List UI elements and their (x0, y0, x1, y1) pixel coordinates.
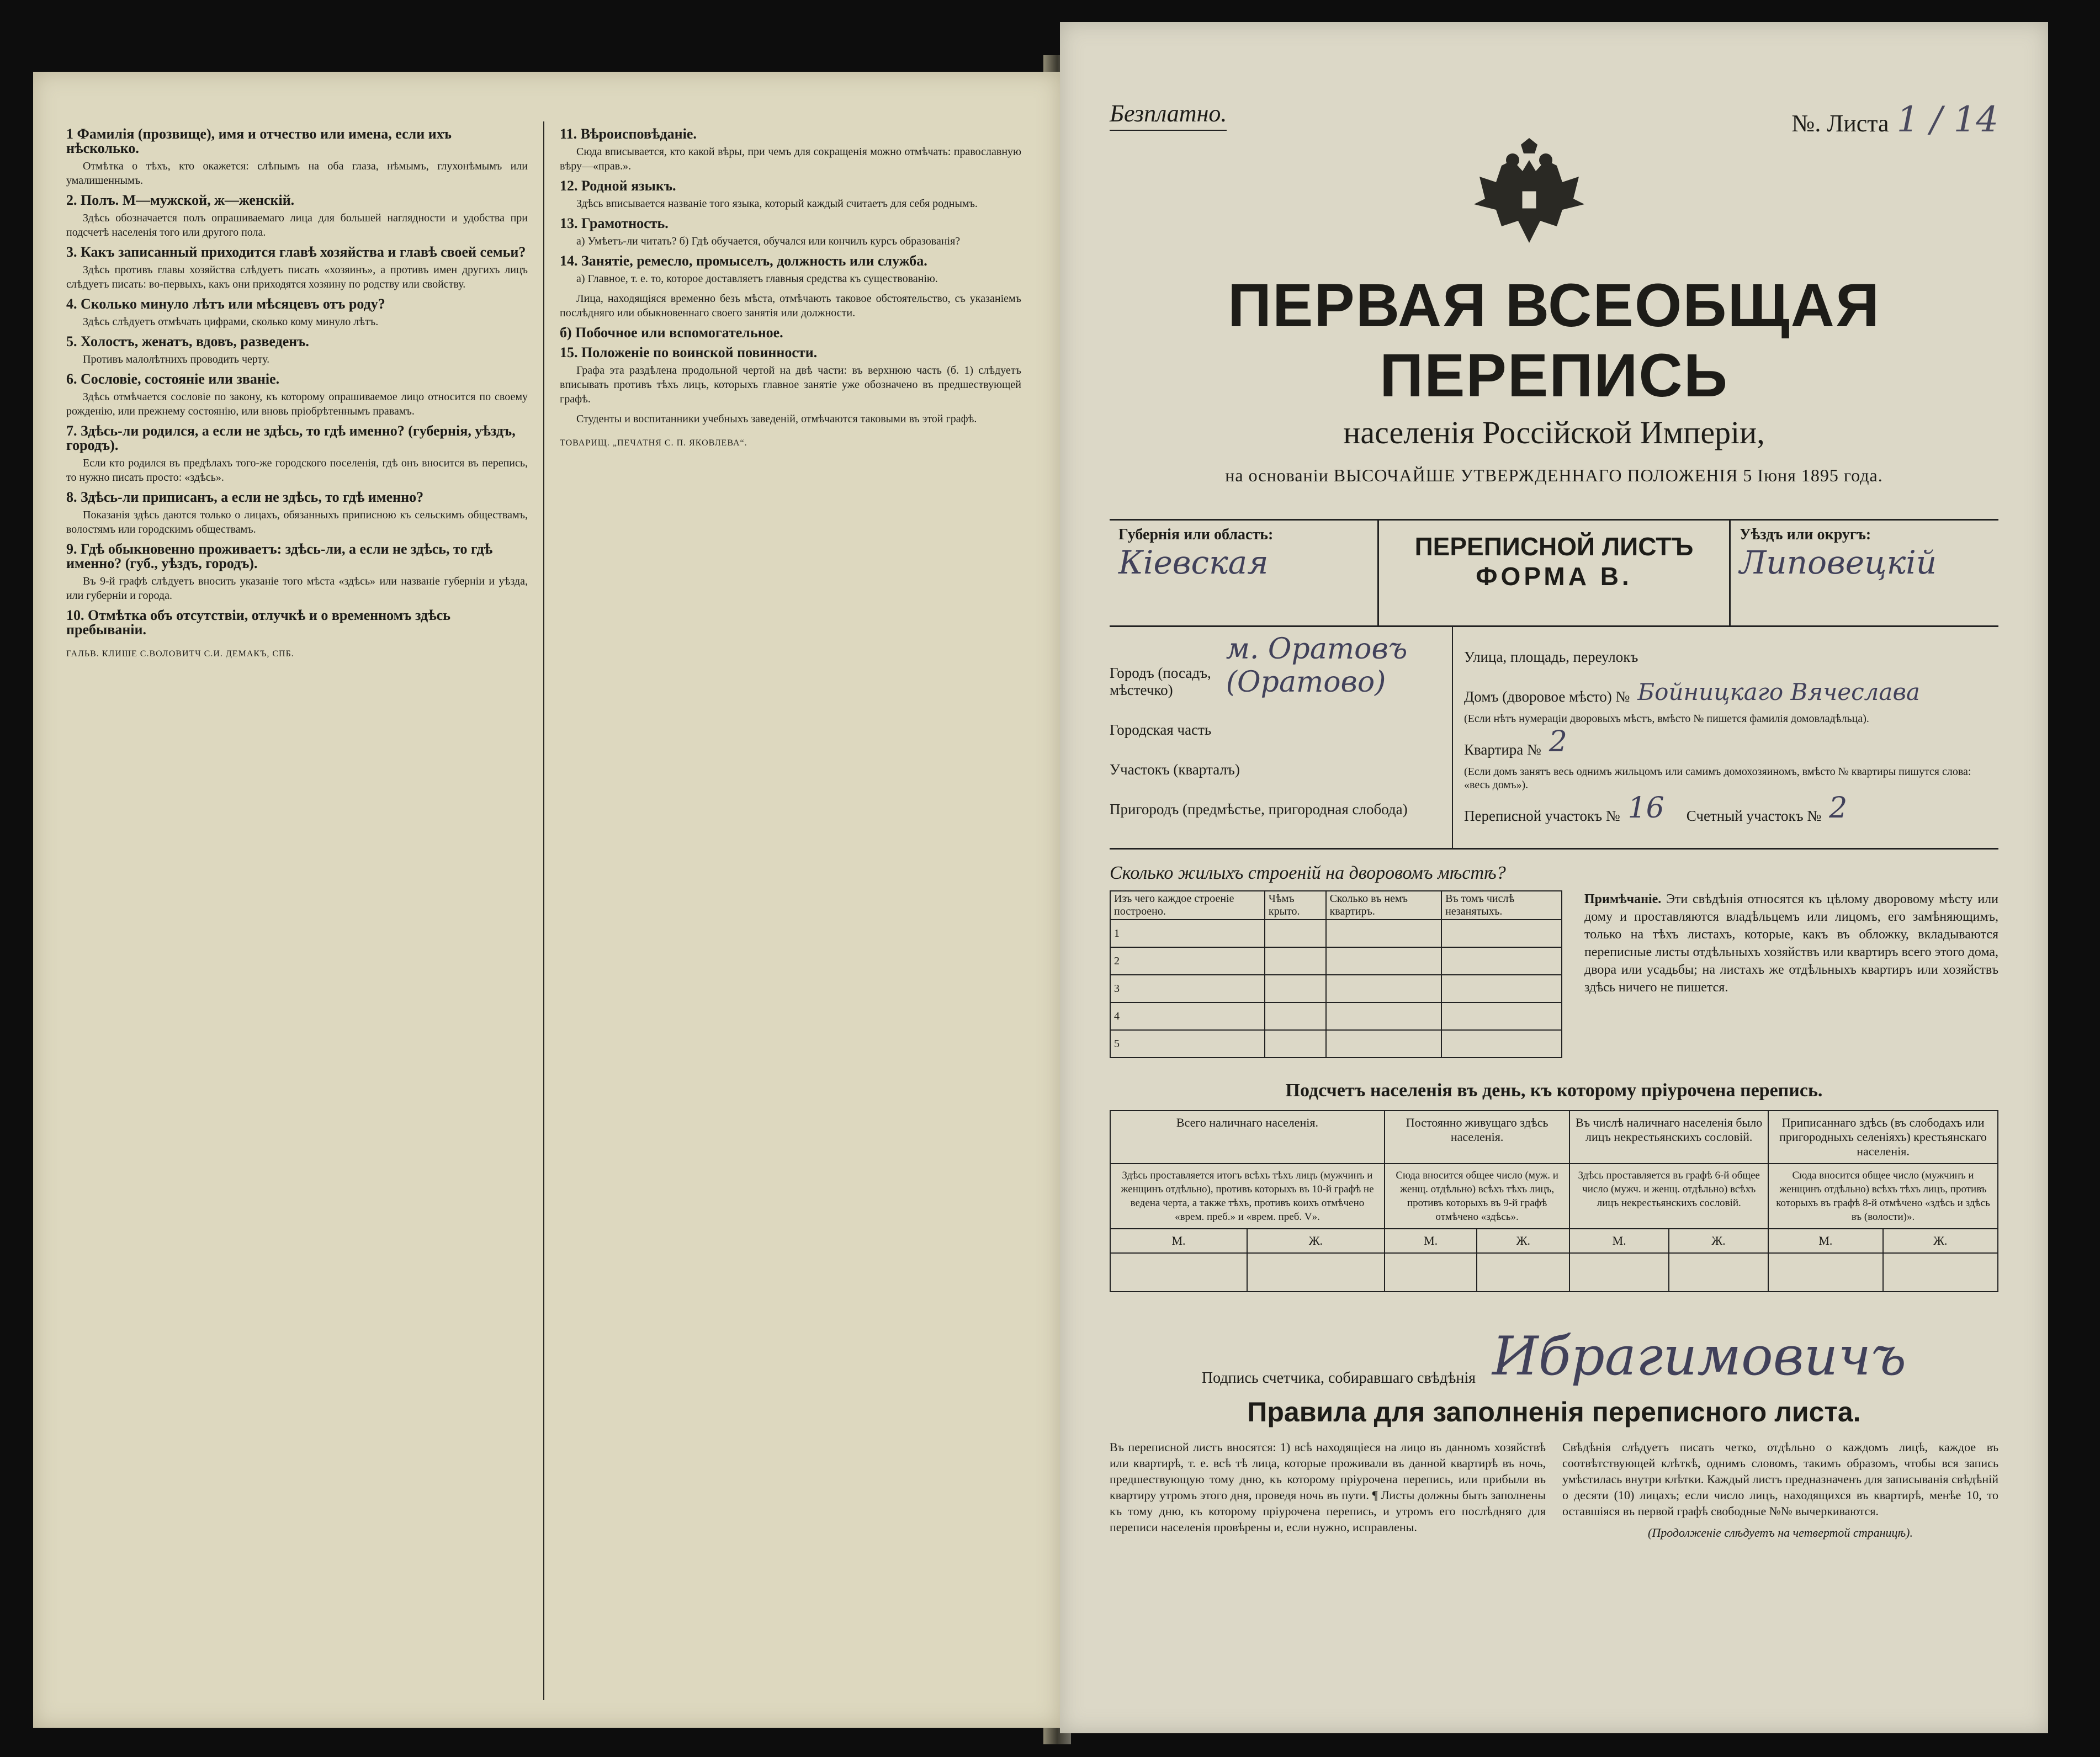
province-value: Кіевская (1118, 544, 1269, 581)
street-field[interactable]: Улица, площадь, переулокъ (1464, 649, 1638, 665)
instruction-item: 8. Здѣсь-ли приписанъ, а если не здѣсь, то гдѣ именно? Показанія здѣсь даются только о лицахъ, обязанныхъ приписною къ сельскимъ обществамъ, волостямъ или городскимъ обществамъ. (66, 489, 528, 535)
document-title: ПЕРВАЯ ВСЕОБЩАЯ ПЕРЕПИСЬ (1227, 272, 1881, 410)
count-precinct-value[interactable]: 2 (1829, 792, 1848, 825)
city-value: м. Оратовъ (Оратово) (1226, 633, 1408, 699)
address-right (1453, 627, 1998, 848)
table-row[interactable]: 5 (1110, 1030, 1562, 1058)
sheet-number: №. Листа 1 / 14 (1791, 99, 1998, 140)
signature-handwritten[interactable]: Ибрагимовичъ (1492, 1325, 1907, 1387)
population-count-table: Всего наличнаго населенія. Постоянно живущаго здѣсь населенія. Въ числѣ наличнаго населенія было лицъ некрестьянскихъ сословій. Приписаннаго здѣсь (въ слободахъ или пригородныхъ селеніяхъ) крестьянскаго населенія. Здѣсь проставляется итогъ всѣхъ тѣхъ лицъ (мужчинъ и женщинъ отдѣльно), противъ которыхъ въ 10-й графѣ не ведена черта, а также тѣхъ, противъ коихъ отмѣчено «врем. преб.» и «врем. преб. V». Сюда вносится общее число (муж. и женщ. отдѣльно) всѣхъ тѣхъ лицъ, противъ которыхъ въ 9-й графѣ отмѣчено «здѣсь». Здѣсь проставляется въ графѣ 6-й общее число (мужч. и женщ. отдѣльно) всѣхъ лицъ некрестьянскихъ сословій. Сюда вносится общее число (мужчинъ и женщинъ отдѣльно) всѣхъ тѣхъ лицъ, противъ которыхъ въ графѣ 8-й отмѣчено «здѣсь и здѣсь въ (волости)». М. Ж. М. Ж. М. Ж. М. Ж. (1110, 1110, 1998, 1292)
house-field[interactable]: Домъ (дворовое мѣсто) № Бойницкаго Вячеслава (1464, 678, 1920, 705)
rules-column-1: Въ переписной листъ вносятся: 1) всѣ находящіеся на лицо въ данномъ хозяйствѣ или квартирѣ, т. е. всѣ тѣ лица, которые проживали въ данной квартирѣ въ ночь, предшествующую тому дню, къ которому пріурочена перепись, или прибыли въ квартиру утромъ этого дня, проведя ночь въ пути. ¶ Листы должны быть заполнены къ тому дню, къ которому пріурочена перепись, и утромъ его послѣдняго для переписи населенія провѣрены и, если нужно, исправлены. (1110, 1440, 1546, 1534)
house-value: Бойницкаго Вячеслава (1637, 678, 1920, 705)
house-note: (Если нѣтъ нумераціи дворовыхъ мѣстъ, вмѣсто № пишется фамилія домовладѣльца). (1464, 713, 1869, 725)
city-field[interactable]: Городъ (посадъ, мѣстечко) м. Оратовъ (Оратово) (1110, 633, 1452, 699)
instructions-column-1 (66, 121, 528, 1700)
instruction-item: 1 Фамилія (прозвище), имя и отчество или имена, если ихъ нѣсколько. Отмѣтка о тѣхъ, кто окажется: слѣпымъ на оба глаза, нѣмымъ, глухонѣмымъ или умалишеннымъ. (66, 126, 528, 187)
legal-basis-line: на основаніи ВЫСОЧАЙШЕ УТВЕРЖДЕННАГО ПОЛОЖЕНІЯ 5 Іюня 1895 года. (1225, 465, 1883, 485)
table-row[interactable]: 4 (1110, 1002, 1562, 1030)
instruction-item: Студенты и воспитанники учебныхъ заведеній, отмѣчаются таковыми въ этой графѣ. (576, 413, 977, 425)
instructions-column-2 (560, 121, 1021, 1700)
table-header: Постоянно живущаго здѣсь населенія. (1385, 1111, 1569, 1164)
instruction-item: 5. Холостъ, женатъ, вдовъ, разведенъ. Противъ малолѣтнихъ проводить черту. (66, 333, 309, 365)
instruction-item: 12. Родной языкъ. Здѣсь вписывается названіе того языка, который каждый считаетъ для себя роднымъ. (560, 178, 978, 210)
rules-column-2: Свѣдѣнія слѣдуетъ писать четко, отдѣльно о каждомъ лицѣ, каждое въ соотвѣтствующей клѣткѣ, однимъ словомъ, такимъ образомъ, чтобы вся запись умѣстилась внутри клѣтки. Каждый листъ предназначенъ для записыванія свѣдѣній о десяти (10) лицахъ; если число лицъ, находящихся въ квартирѣ, менѣе 10, то оставшіяся въ первой графѣ свободные №№ вычеркиваются. (Продолженіе слѣдуетъ на четвертой страницѣ). (1562, 1440, 1998, 1540)
district-field[interactable]: Уѣздъ или округъ: Липовецкій (1731, 521, 1998, 625)
table-header: Изъ чего каждое строеніе построено. (1110, 891, 1265, 920)
printer-imprint: ТОВАРИЩ. „ПЕЧАТНЯ С. П. ЯКОВЛЕВА“. (560, 438, 747, 448)
instruction-item: б) Побочное или вспомогательное. (560, 325, 783, 341)
printer-imprint: ГАЛЬВ. КЛИШЕ С.ВОЛОВИТЧ С.И. ДЕМАКЪ, СПБ. (66, 649, 294, 659)
sheet-number-handwritten: 1 / 14 (1896, 99, 1998, 140)
buildings-section (1110, 890, 1998, 1058)
form-title-block: ПЕРЕПИСНОЙ ЛИСТЪ ФОРМА В. (1377, 521, 1731, 625)
buildings-table (1110, 890, 1562, 1058)
suburb-field[interactable]: Пригородъ (предмѣстье, пригородная слобода) (1110, 801, 1408, 818)
table-header: Всего наличнаго населенія. (1110, 1111, 1385, 1164)
buildings-question: Сколько жилыхъ строеній на дворовомъ мѣстѣ? (1110, 863, 1506, 883)
apartment-note: (Если домъ занятъ весь однимъ жильцомъ или самимъ домохозяиномъ, вмѣсто № квартиры пишутся слова: «весь домъ»). (1464, 766, 1971, 791)
population-count-title: Подсчетъ населенія въ день, къ которому пріурочена перепись. (1285, 1080, 1823, 1101)
table-header: Въ томъ числѣ незанятыхъ. (1441, 891, 1562, 920)
table-header: Чѣмъ крыто. (1265, 891, 1326, 920)
table-header: Сколько въ немъ квартиръ. (1326, 891, 1441, 920)
instruction-item: 6. Сословіе, состояніе или званіе. Здѣсь отмѣчается сословіе по закону, къ которому опрашиваемое лицо относится по своему рожденію, или прежнему состоянію, или вновь пріобрѣтеннымъ правамъ. (66, 371, 528, 417)
table-row: М. Ж. М. Ж. М. Ж. М. Ж. (1110, 1229, 1998, 1253)
table-header: Въ числѣ наличнаго населенія было лицъ некрестьянскихъ сословій. (1569, 1111, 1768, 1164)
instruction-item: 11. Вѣроисповѣданіе. Сюда вписывается, кто какой вѣры, при чемъ для сокращенія можно отмѣчать: православную вѣру—«прав.». (560, 126, 1021, 172)
instruction-item: Лица, находящіяся временно безъ мѣста, отмѣчають таковое обстоятельство, съ указаніемъ послѣдняго или обыкновеннаго своего занятія или должности. (560, 293, 1021, 319)
table-row[interactable]: 2 (1110, 947, 1562, 975)
document-subtitle: населенія Россійской Имперіи, (1343, 415, 1765, 450)
buildings-note: Примѣчаніе. Эти свѣдѣнія относятся къ цѣлому дворовому мѣсту или дому и проставляются владѣльцемъ или лицомъ, его замѣняющимъ, только на тѣхъ листахъ, которые, какъ въ обложку, вкладываются переписные листы отдѣльныхъ хозяйствъ или квартиръ всего этого дома, двора или усадьбы; на листахъ же отдѣльныхъ квартиръ или хозяйствъ здѣсь ничего не пишется. (1584, 892, 1998, 995)
continuation-note: (Продолженіе слѣдуетъ на четвертой страницѣ). (1648, 1526, 1913, 1540)
instruction-item: 9. Гдѣ обыкновенно проживаетъ: здѣсь-ли, а если не здѣсь, то гдѣ именно? (губ., уѣздъ, городъ). Въ 9-й графѣ слѣдуетъ вносить указаніе того мѣста «здѣсь» или названіе губерніи и уѣзда, или губерніи и города. (66, 541, 528, 602)
imperial-eagle-icon (1468, 138, 1590, 254)
form-header-band (1110, 519, 1998, 627)
rules-text (1110, 1439, 1998, 1541)
precinct-numbers: Переписной участокъ № 16 Счетный участокъ № 2 (1464, 792, 1848, 825)
right-page-census-form (1060, 22, 2048, 1733)
column-divider (543, 121, 544, 1700)
table-row[interactable] (1110, 1253, 1998, 1292)
address-block (1110, 627, 1998, 850)
precinct-field[interactable]: Участокъ (кварталъ) (1110, 761, 1240, 778)
left-page-instructions (33, 72, 1060, 1728)
city-part-field[interactable]: Городская часть (1110, 721, 1212, 738)
census-precinct-value[interactable]: 16 (1627, 792, 1664, 825)
table-header: Приписаннаго здѣсь (въ слободахъ или пригородныхъ селеніяхъ) крестьянскаго населенія. (1768, 1111, 1998, 1164)
instruction-item: 13. Грамотность. а) Умѣетъ-ли читать? б) Гдѣ обучается, обучался или кончилъ курсъ образованія? (560, 215, 961, 247)
address-left (1110, 627, 1453, 848)
free-of-charge-label: Безплатно. (1110, 99, 1227, 131)
province-field[interactable]: Губернія или область: Кіевская (1110, 521, 1377, 625)
enumerator-signature: Подпись счетчика, собиравшаго свѣдѣнія Ибрагимовичъ (1201, 1325, 1907, 1387)
apartment-field[interactable]: Квартира № 2 (1464, 725, 1567, 758)
instruction-item: 10. Отмѣтка объ отсутствіи, отлучкѣ и о временномъ здѣсь пребываніи. (66, 607, 451, 638)
instruction-item: 15. Положеніе по воинской повинности. Графа эта раздѣлена продольной чертой на двѣ части: въ верхнюю часть (б. 1) слѣдуетъ вписывать противъ тѣхъ лицъ, которыхъ главное занятіе уже обозначено въ предшествующей графѣ. (560, 344, 1021, 405)
table-row[interactable]: 3 (1110, 975, 1562, 1002)
apartment-value: 2 (1549, 725, 1567, 758)
instruction-item: 14. Занятіе, ремесло, промыселъ, должность или служба. а) Главное, т. е. то, которое доставляетъ главныя средства къ существованію. (560, 253, 938, 285)
instruction-item: 2. Полъ. М—мужской, ж—женскій. Здѣсь обозначается полъ опрашиваемаго лица для большей наглядности и удобства при подсчетѣ населенія того или другого пола. (66, 192, 528, 238)
district-value: Липовецкій (1740, 544, 1937, 581)
instruction-item: 4. Сколько минуло лѣтъ или мѣсяцевъ отъ роду? Здѣсь слѣдуетъ отмѣчать цифрами, сколько кому минуло лѣтъ. (66, 296, 385, 328)
instruction-item: 7. Здѣсь-ли родился, а если не здѣсь, то гдѣ именно? (губернія, уѣздъ, городъ). Если кто родился въ предѣлахъ того-же городского поселенія, гдѣ онъ вносится въ перепись, то нужно писать просто: «здѣсь». (66, 423, 528, 484)
instruction-item: 3. Какъ записанный приходится главѣ хозяйства и главѣ своей семьи? Здѣсь противъ главы хозяйства слѣдуетъ писать «хозяинъ», а противъ имен другихъ лицъ слѣдуетъ писать: во-первыхъ, какъ они приходятся хозяину по родству или свойству. (66, 244, 528, 290)
table-row[interactable]: 1 (1110, 920, 1562, 947)
rules-title: Правила для заполненія переписного листа. (1247, 1397, 1861, 1427)
